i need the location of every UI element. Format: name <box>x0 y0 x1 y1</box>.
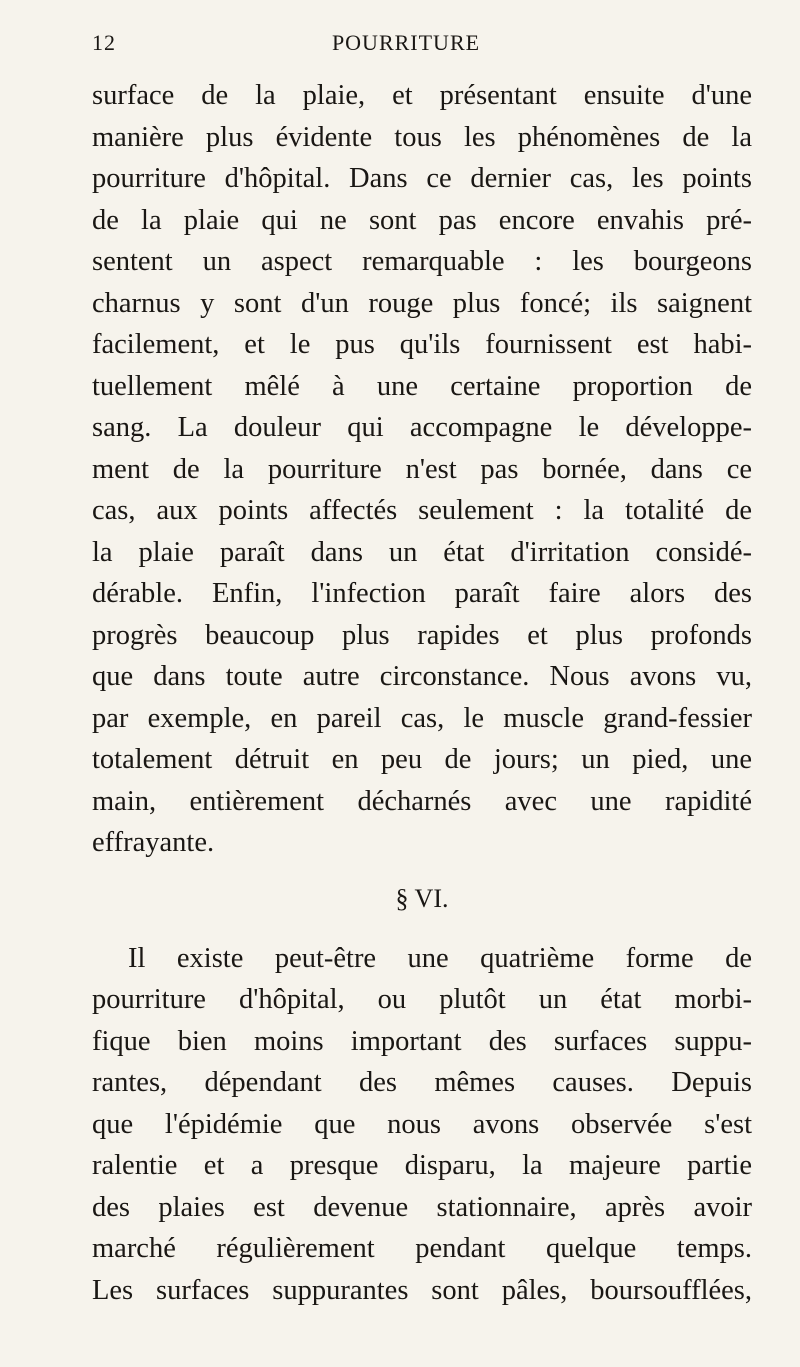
text-line: effrayante. <box>92 827 215 858</box>
text-line: dérable. Enfin, l'infection paraît faire alors des <box>92 578 752 609</box>
text-line: pourriture d'hôpital. Dans ce dernier cas, les points <box>92 163 752 194</box>
text-line: Il existe peut-être une quatrième forme de <box>128 942 752 974</box>
body-text <box>92 75 752 1311</box>
text-line: rantes, dépendant des mêmes causes. Depuis <box>92 1067 752 1098</box>
text-line: sentent un aspect remarquable : les bourgeons <box>92 246 752 277</box>
text-line: manière plus évidente tous les phénomènes de la <box>92 121 752 153</box>
text-line: fique bien moins important des surfaces suppu- <box>92 1025 752 1057</box>
paragraph-1 <box>92 75 752 864</box>
running-title: POURRITURE <box>331 30 481 55</box>
running-head <box>92 30 740 58</box>
text-line: surface de la plaie, et présentant ensuite d'une <box>92 80 752 111</box>
text-line: cas, aux points affectés seulement : la totalité de <box>92 495 752 526</box>
text-line: ment de la pourriture n'est pas bornée, dans ce <box>92 453 752 485</box>
section-heading: § VI. <box>395 883 449 913</box>
text-line: facilement, et le pus qu'ils fournissent est habi- <box>92 329 752 360</box>
text-line: que dans toute autre circonstance. Nous avons vu, <box>92 661 752 692</box>
text-line: pourriture d'hôpital, ou plutôt un état morbi- <box>92 984 752 1015</box>
text-line: sang. La douleur qui accompagne le développe- <box>92 412 752 443</box>
text-line: de la plaie qui ne sont pas encore envahis pré- <box>92 204 752 236</box>
text-line: Les surfaces suppurantes sont pâles, boursoufflées, <box>92 1274 752 1306</box>
text-line: des plaies est devenue stationnaire, après avoir <box>92 1191 752 1223</box>
text-line: par exemple, en pareil cas, le muscle grand-fessier <box>92 702 752 734</box>
text-line: ralentie et a presque disparu, la majeure partie <box>92 1150 752 1181</box>
text-line: charnus y sont d'un rouge plus foncé; ils saignent <box>92 287 752 319</box>
text-line: totalement détruit en peu de jours; un pied, une <box>92 744 752 775</box>
text-line: marché régulièrement pendant quelque temps. <box>92 1233 752 1264</box>
paragraph-2 <box>92 938 752 1312</box>
text-line: progrès beaucoup plus rapides et plus profonds <box>92 619 752 651</box>
text-line: main, entièrement décharnés avec une rapidité <box>92 785 752 817</box>
text-line: tuellement mêlé à une certaine proportion de <box>92 370 752 402</box>
text-line: la plaie paraît dans un état d'irritation considé- <box>92 536 752 568</box>
text-line: que l'épidémie que nous avons observée s'est <box>92 1108 752 1140</box>
page-number: 12 <box>92 30 116 55</box>
